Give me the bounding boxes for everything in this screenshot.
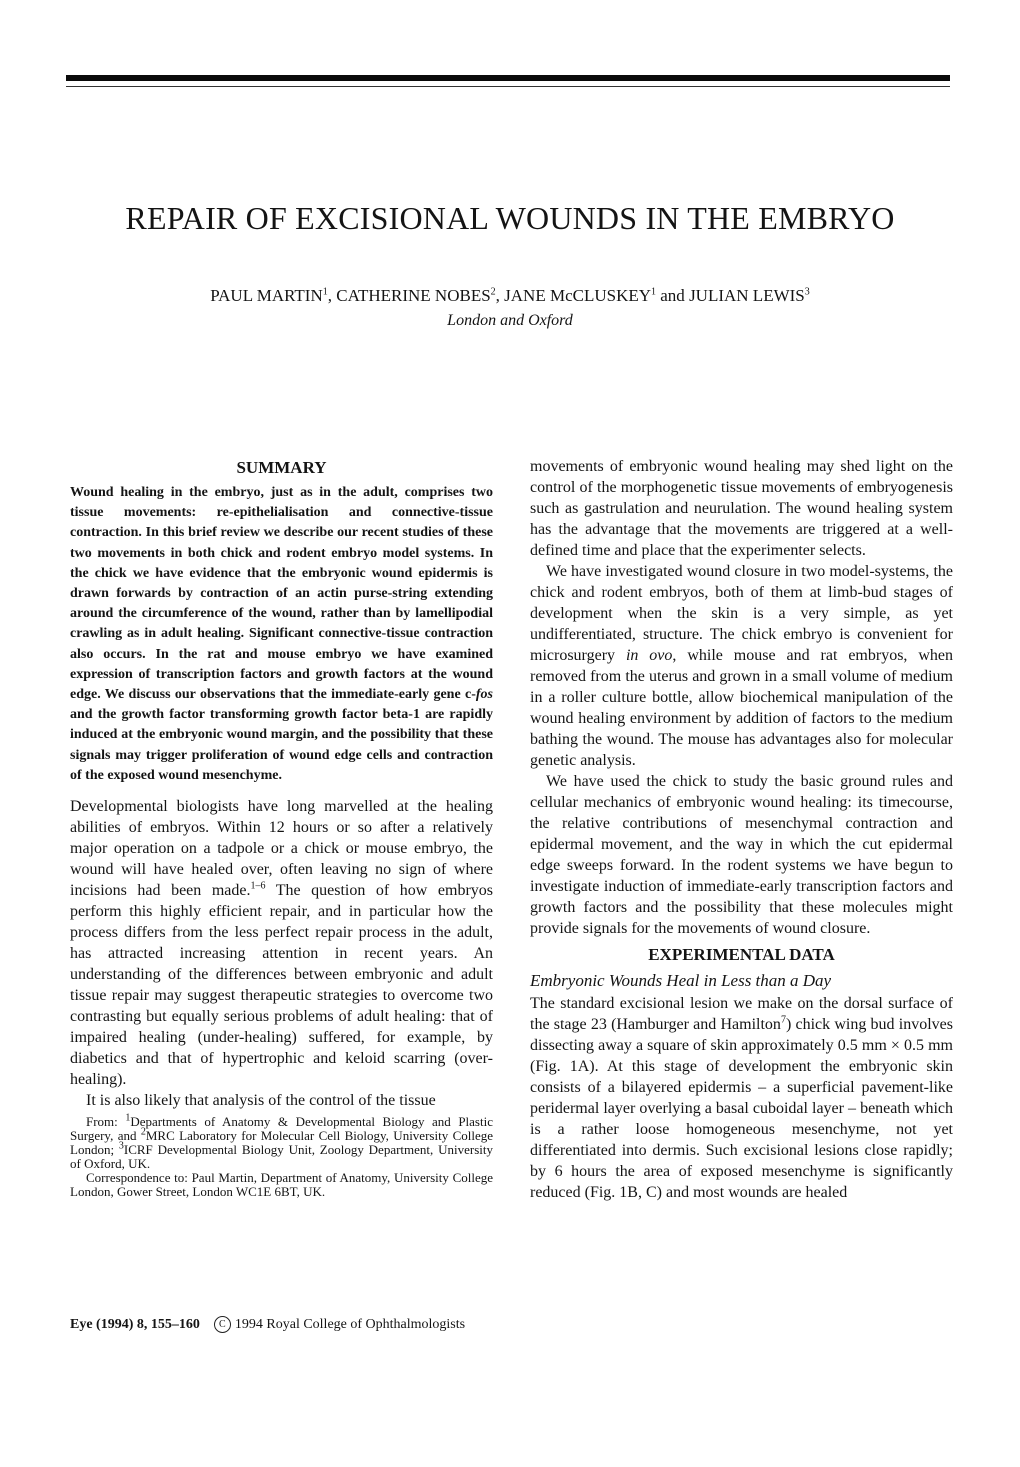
intro-body (70, 796, 493, 1111)
copyright-text: 1994 Royal College of Ophthalmologists (234, 1317, 466, 1332)
author-affiliation-mark: 3 (804, 286, 810, 298)
intro-paragraph: It is also likely that analysis of the control of the tissue (86, 1092, 436, 1110)
article-title: REPAIR OF EXCISIONAL WOUNDS IN THE EMBRYO (125, 200, 895, 236)
body-paragraph: We have investigated wound closure in two model-systems, the chick and rodent embryos, both of them at limb-bud stages of development when the skin is a very simple, as yet undifferentiated, structure. The chick embryo is convenient for microsurgery in ovo, while mouse and rat embryos, when removed from the uterus and grown in a small volume of medium in a roller culture bottle, allow biochemical manipulation of the wound healing environment by addition of factors to the medium bathing the wound. The mouse has advantages also for molecular genetic analysis. (530, 563, 953, 769)
summary-text: Wound healing in the embryo, just as in the adult, comprises two tissue movements: re-epithelialisation and connective-tissue contraction. In this brief review we describe our recent studies of these two movements in both chick and rodent embryo model systems. In the chick we have evidence that the embryonic wound epidermis is drawn forwards by contraction of an actin purse-string extending around the circumference of the wound, rather than by lamellipodial crawling as in adult healing. Significant connective-tissue contraction also occurs. In the rat and mouse embryo we have examined expression of transcription factors and growth factors at the wound edge. We discuss our observations that the immediate-early gene c-fos and the growth factor transforming growth factor beta-1 are rapidly induced at the embryonic wound margin, and the possibility that these signals may trigger proliferation of wound edge cells and contraction of the exposed wound mesenchyme. (70, 485, 493, 783)
author-location: London and Oxford (447, 312, 573, 329)
reference-mark: 7 (780, 1014, 786, 1026)
header-rule-thin (66, 86, 950, 87)
author-name: PAUL MARTIN (210, 286, 323, 305)
reference-mark: 1–6 (250, 880, 266, 892)
author-list: PAUL MARTIN$^1$, CATHERINE NOBES$^2$, JANE McCLUSKEY$^1$ and JULIAN LEWIS$^3$ (210, 286, 810, 305)
intro-paragraph: Developmental biologists have long marvelled at the healing abilities of embryos. Within 12 hours or so after a relatively major operation on a tadpole or a chick or mouse embryo, the wound will have healed over, often leaving no sign of where incisions had been made.$^{1-6}$ The question of how embryos perform this highly efficient repair, and in particular how the process differs from the less perfect repair process in the adult, has attracted increasing attention in recent years. An understanding of the differences between embryonic and adult tissue repair may suggest therapeutic strategies to overcome two contrasting but equally serious problems of adult healing: that of impaired healing (under-healing) suffered, for example, by diabetics and that of hypertrophic and keloid scarring (over-healing). (70, 798, 493, 1089)
left-column (70, 456, 493, 1199)
journal-citation: Eye (1994) 8, 155–160 (70, 1317, 200, 1332)
author-affiliation-mark: 2 (490, 286, 496, 298)
author-affiliation-mark: 1 (651, 286, 657, 298)
header-rule-thick (66, 75, 950, 81)
summary-heading: SUMMARY (236, 458, 327, 477)
author-name: CATHERINE NOBES (336, 286, 491, 305)
copyright-icon: C (214, 1316, 231, 1333)
author-affiliation-mark: 1 (322, 286, 328, 298)
body-paragraph: movements of embryonic wound healing may shed light on the control of the morphogenetic tissue movements of embryogenesis such as gastrulation and neurulation. The wound healing system has the advantage that the movements are triggered at a well-defined time and place that the experimenter selects. (530, 458, 953, 559)
affiliation-footnote (70, 1112, 493, 1200)
body-paragraph: The standard excisional lesion we make on the dorsal surface of the stage 23 (Hamburger and Hamilton$^7$) chick wing bud involves dissecting away a square of skin approximately 0.5 mm × 0.5 mm (Fig. 1A). At this stage of development the embryonic skin consists of a bilayered epidermis – a superficial pavement-like peridermal layer overlying a basal cuboidal layer – beneath which is a rather loose homogeneous mesenchyme, not yet differentiated into dermis. Such excisional lesions close rapidly; by 6 hours the area of exposed mesenchyme is significantly reduced (Fig. 1B, C) and most wounds are healed (530, 995, 953, 1201)
correspondence-text: Correspondence to: Paul Martin, Department of Anatomy, University College London, Gower Street, London WC1E 6BT, UK. (70, 1170, 493, 1200)
page-footer (70, 1316, 465, 1333)
author-conjunction: and (660, 286, 685, 305)
section-heading: EXPERIMENTAL DATA (648, 945, 835, 964)
right-body (530, 456, 953, 1203)
body-paragraph: We have used the chick to study the basic ground rules and cellular mechanics of embryonic wound healing: its timecourse, the relative contributions of mesenchymal contraction and epidermal movement, and the way in which the cut epidermal edge sweeps forward. In the rodent systems we have begun to investigate induction of immediate-early transcription factors and growth factors and the possibility that these molecules might provide signals for the movements of wound closure. (530, 773, 953, 937)
author-name: JULIAN LEWIS (689, 286, 805, 305)
author-name: JANE McCLUSKEY (504, 286, 652, 305)
subsection-heading: Embryonic Wounds Heal in Less than a Day (530, 971, 832, 990)
affiliation-text: From: $^1$Departments of Anatomy & Developmental Biology and Plastic Surgery, and $^2$MRC Laboratory for Molecular Cell Biology, University College London; $^3$ICRF Developmental Biology Unit, Zoology Department, University of Oxford, UK. (70, 1112, 493, 1172)
right-column (530, 456, 953, 1203)
